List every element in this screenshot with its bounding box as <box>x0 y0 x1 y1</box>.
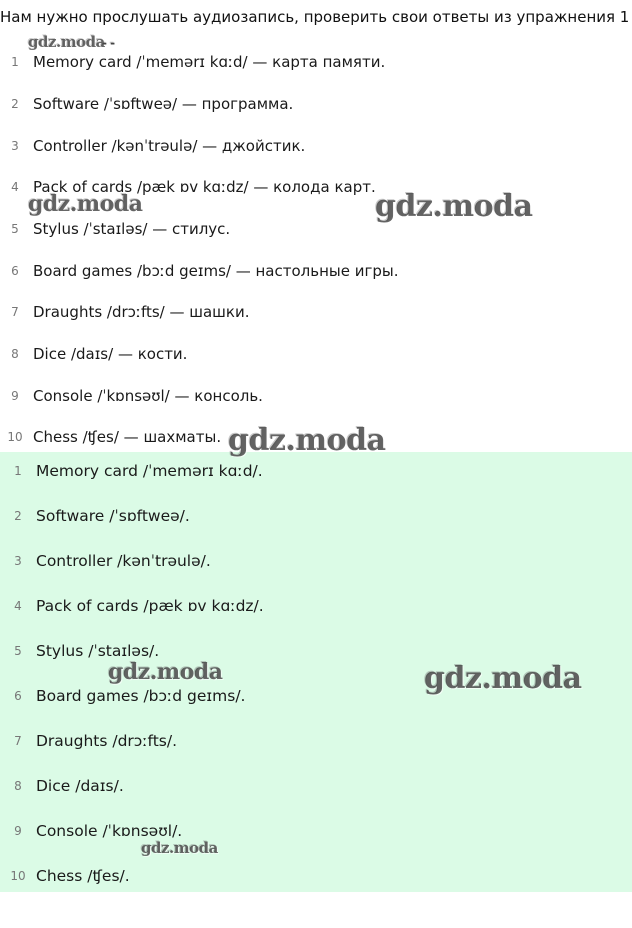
item-number: 9 <box>11 389 19 403</box>
item-text: Pack of cards /pæk ɒv kɑːdz/. <box>36 597 264 615</box>
item-text: Console /ˈkɒnsəʊl/. <box>36 822 183 840</box>
list-item <box>0 640 632 662</box>
list-item <box>0 460 632 482</box>
watermark: gdz.moda <box>108 659 223 685</box>
item-text: Draughts /drɔːfts/ — шашки. <box>33 303 250 321</box>
item-text: Pack of cards /pæk ɒv kɑːdz/ — колода карт. <box>33 178 376 196</box>
item-number: 8 <box>14 779 22 793</box>
item-text: Software /ˈsɒftweə/. <box>36 507 190 525</box>
item-number: 5 <box>14 644 22 658</box>
list-item <box>0 301 632 323</box>
watermark: gdz.moda <box>375 189 533 224</box>
watermark: gdz.moda <box>28 33 105 51</box>
list-item <box>0 505 632 527</box>
item-number: 9 <box>14 824 22 838</box>
item-number: 3 <box>11 139 19 153</box>
list-item <box>0 51 632 73</box>
item-number: 6 <box>11 264 19 278</box>
list-item <box>0 343 632 365</box>
item-text: Software /ˈsɒftweə/ — программа. <box>33 95 294 113</box>
item-text: Board games /bɔːd geɪms/. <box>36 687 246 705</box>
watermark: gdz.moda <box>228 423 386 458</box>
item-number: 1 <box>14 464 22 478</box>
item-number: 7 <box>14 734 22 748</box>
item-text: Console /ˈkɒnsəʊl/ — консоль. <box>33 387 263 405</box>
watermark-dashes: - - <box>102 36 115 50</box>
item-text: Dice /daɪs/. <box>36 777 124 795</box>
watermark: gdz.moda <box>28 191 143 217</box>
item-number: 6 <box>14 689 22 703</box>
list-item <box>0 820 632 842</box>
list-item <box>0 550 632 572</box>
list-item <box>0 730 632 752</box>
exercise-instruction: Нам нужно прослушать аудиозапись, проверить свои ответы из упражнения 1 <box>0 8 630 26</box>
item-text: Stylus /ˈstaɪləs/ — стилус. <box>33 220 231 238</box>
item-text: Draughts /drɔːfts/. <box>36 732 178 750</box>
list-item <box>0 218 632 240</box>
list-item <box>0 775 632 797</box>
item-number: 1 <box>11 55 19 69</box>
item-number: 2 <box>11 97 19 111</box>
item-text: Chess /ʧes/. <box>36 867 130 885</box>
item-number: 3 <box>14 554 22 568</box>
list-item <box>0 595 632 617</box>
item-text: Chess /ʧes/ — шахматы. <box>33 428 222 446</box>
item-number: 5 <box>11 222 19 236</box>
item-text: Board games /bɔːd geɪms/ — настольные игры. <box>33 262 399 280</box>
item-number: 7 <box>11 305 19 319</box>
item-number: 4 <box>14 599 22 613</box>
item-text: Dice /daɪs/ — кости. <box>33 345 188 363</box>
item-number: 2 <box>14 509 22 523</box>
list-item <box>0 385 632 407</box>
item-text: Controller /kənˈtrəulə/. <box>36 552 211 570</box>
list-item <box>0 865 632 887</box>
item-number: 10 <box>7 430 23 444</box>
item-text: Memory card /ˈmemərɪ kɑːd/. <box>36 462 263 480</box>
item-text: Stylus /ˈstaɪləs/. <box>36 642 160 660</box>
watermark: gdz.moda <box>424 661 582 696</box>
list-item <box>0 260 632 282</box>
item-number: 10 <box>10 869 26 883</box>
list-item <box>0 93 632 115</box>
item-text: Controller /kənˈtrəulə/ — джойстик. <box>33 137 306 155</box>
item-number: 4 <box>11 180 19 194</box>
watermark: gdz.moda <box>141 839 218 857</box>
list-item <box>0 135 632 157</box>
item-number: 8 <box>11 347 19 361</box>
item-text: Memory card /ˈmemərɪ kɑːd/ — карта памяти. <box>33 53 386 71</box>
